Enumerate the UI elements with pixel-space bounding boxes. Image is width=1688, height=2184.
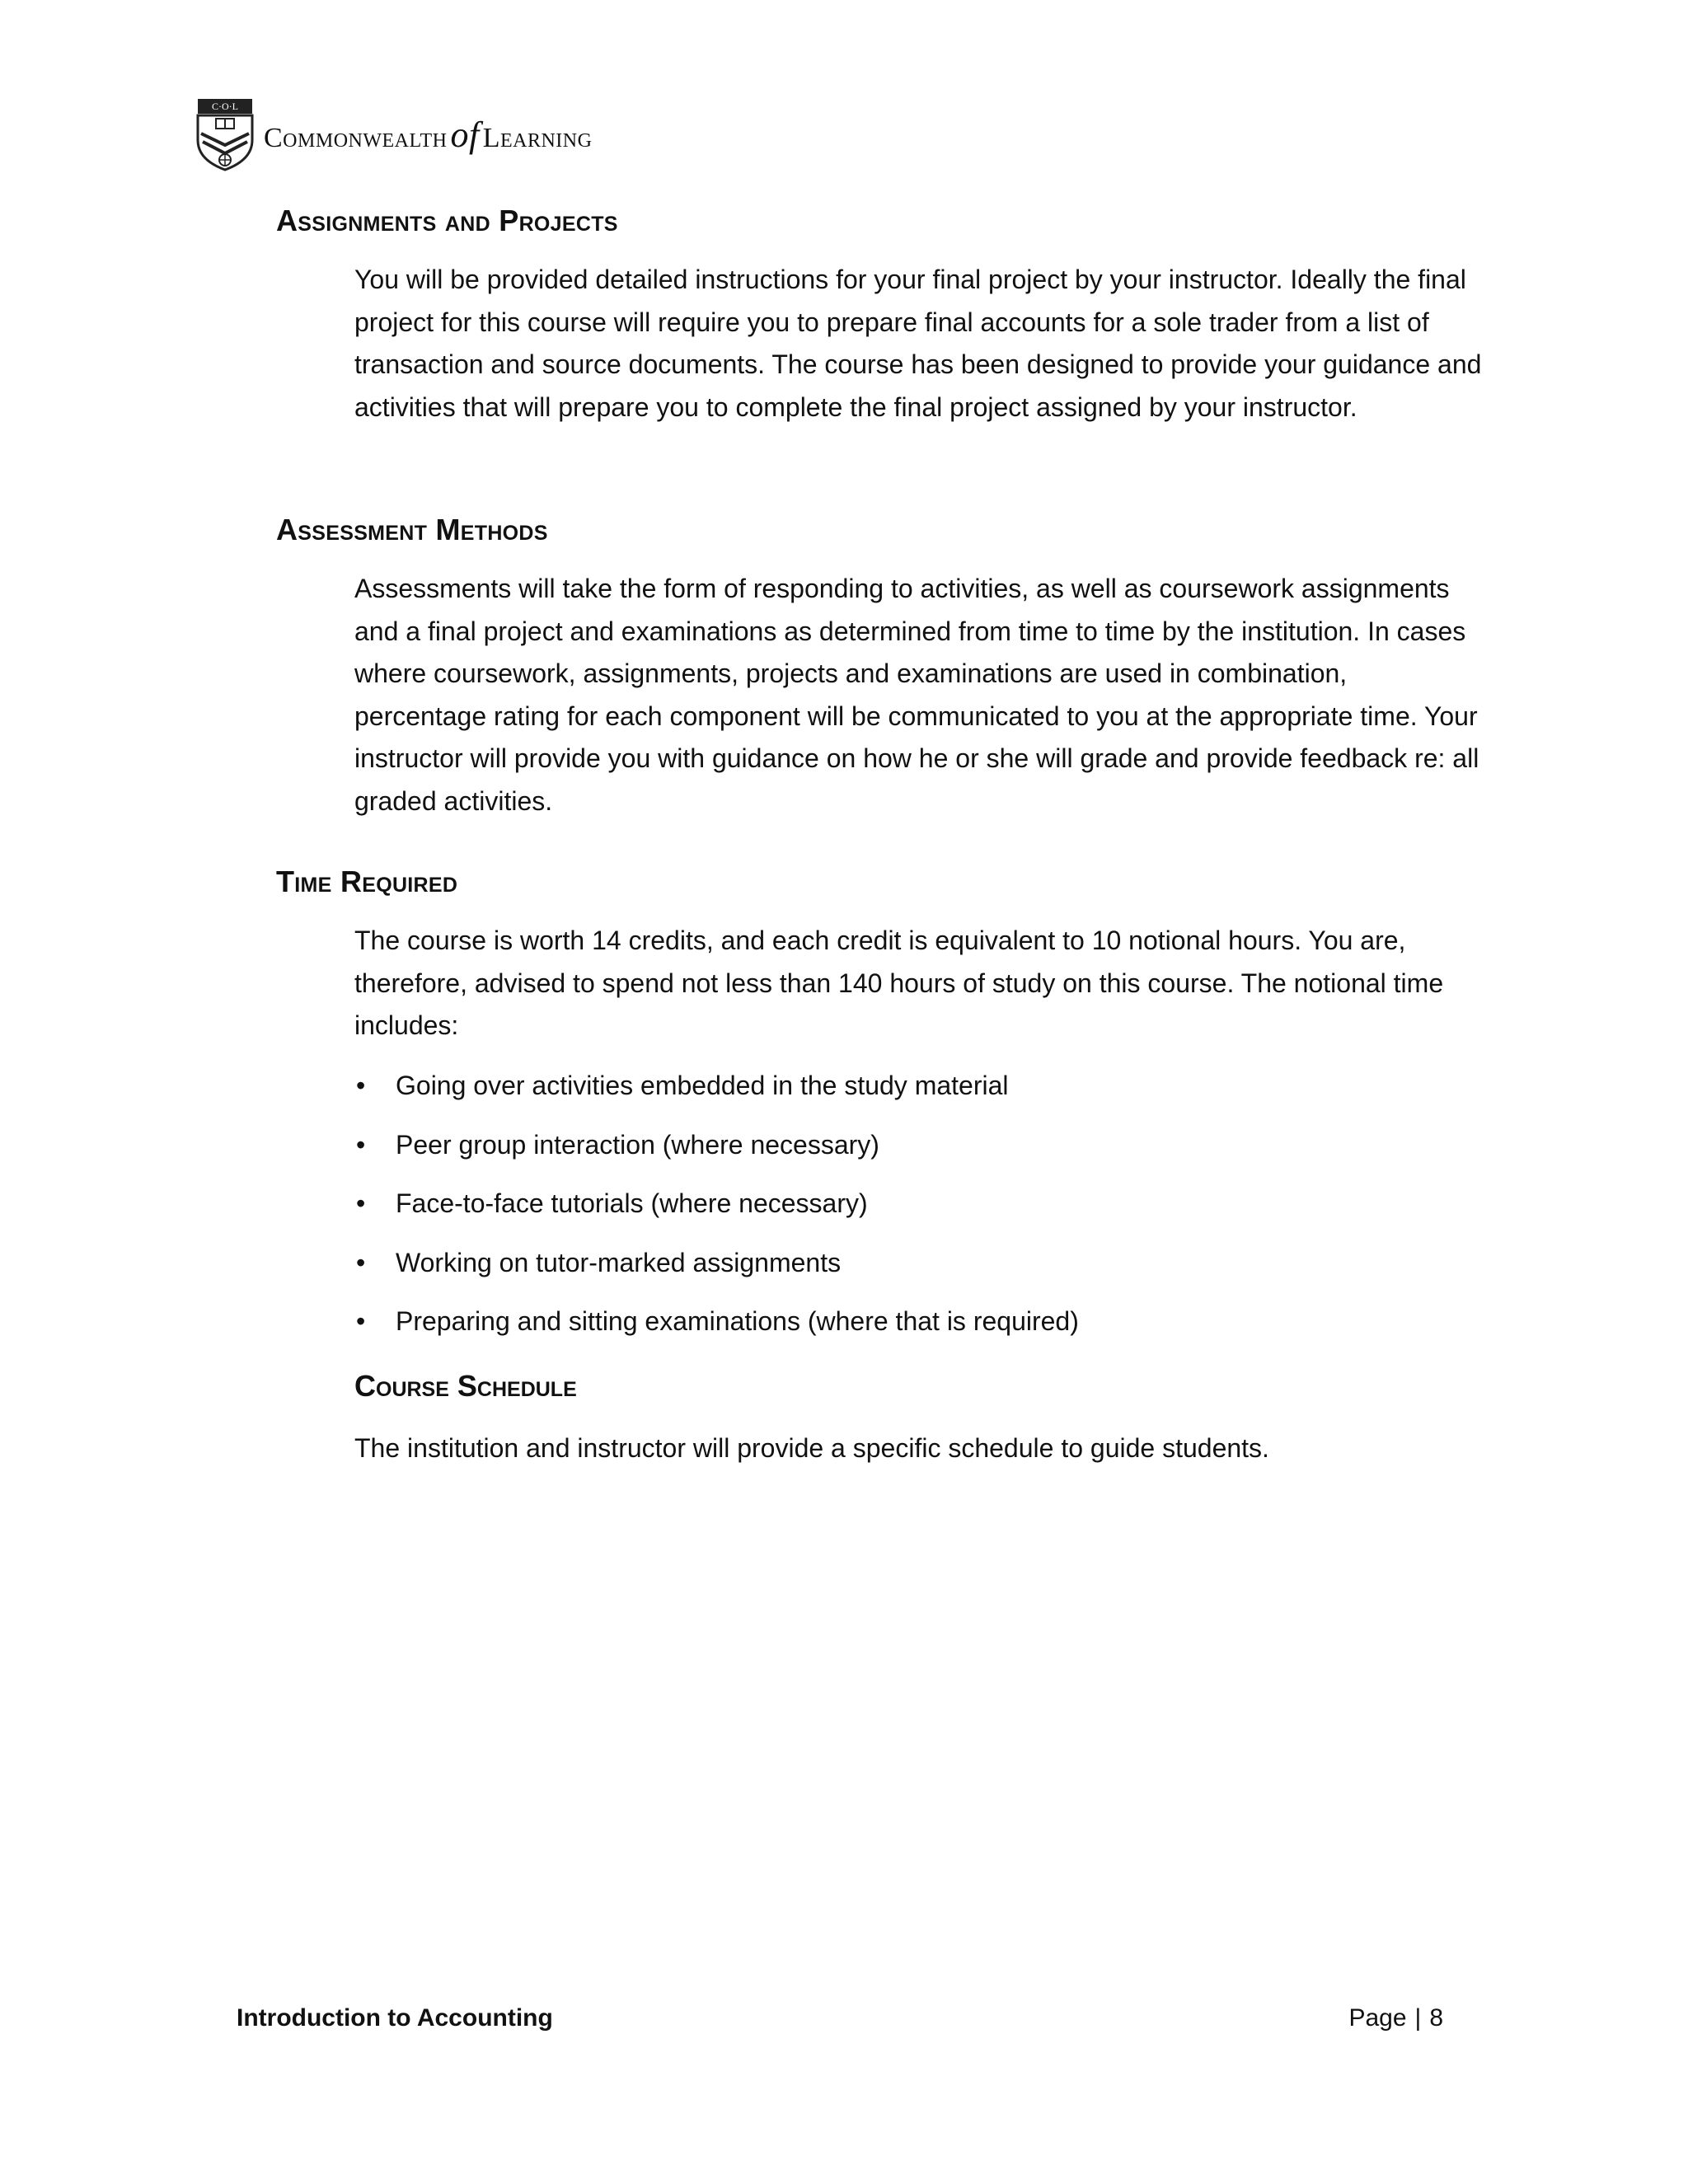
list-item-text: Preparing and sitting examinations (where that is required)	[396, 1306, 1079, 1336]
page-number: 8	[1429, 2004, 1443, 2032]
paragraph-course-schedule: The institution and instructor will provide a specific schedule to guide students.	[354, 1433, 1269, 1463]
list-item	[354, 1187, 1079, 1246]
logo-text-end: Learning	[482, 122, 593, 153]
page-label: Page	[1348, 2004, 1407, 2032]
heading-course-schedule: Course Schedule	[354, 1369, 577, 1403]
paragraph-assessment: Assessments will take the form of responding to activities, as well as coursework assignments and a final project and examinations as determined from time to time by the institution. In cases where coursework, assignments, projects and examinations are used in combination, percentage rating for each component will be communicated to you at the appropriate time. Your instructor will provide you with guidance on how he or she will grade and provide feedback re: all graded activities.	[354, 574, 1479, 816]
heading-assignments-projects: Assignments and Projects	[276, 204, 618, 237]
bullet-icon: •	[356, 1247, 366, 1277]
footer-course-title: Introduction to Accounting	[237, 2004, 553, 2032]
logo-text-main: Commonwealth	[264, 122, 448, 153]
page-separator: |	[1414, 2004, 1422, 2032]
col-emblem-icon	[196, 97, 254, 171]
list-item-text: Peer group interaction (where necessary)	[396, 1129, 879, 1160]
bullet-icon: •	[356, 1306, 366, 1336]
bullet-icon: •	[356, 1129, 366, 1160]
list-item-text: Face-to-face tutorials (where necessary)	[396, 1188, 868, 1218]
list-item	[354, 1069, 1079, 1128]
heading-assessment-methods: Assessment Methods	[276, 513, 548, 546]
emblem-letters: C·O·L	[212, 101, 238, 112]
bullet-icon: •	[356, 1188, 366, 1218]
footer-page-number	[1348, 2004, 1443, 2032]
paragraph-assignments: You will be provided detailed instructions for your final project by your instructor. Ideally the final project for this course will require you to prepare final accounts for a sole trader from a list of transaction and source documents. The course has been designed to provide your guidance and activities that will prepare you to complete the final project assigned by your instructor.	[354, 265, 1482, 422]
bullet-icon: •	[356, 1071, 366, 1100]
notional-time-list	[354, 1069, 1079, 1364]
list-item-text: Going over activities embedded in the study material	[396, 1071, 1009, 1100]
heading-time-required: Time Required	[276, 865, 458, 898]
paragraph-time-required: The course is worth 14 credits, and each credit is equivalent to 10 notional hours. You are, therefore, advised to spend not less than 140 hours of study on this course. The notional time includes:	[354, 926, 1444, 1040]
list-item	[354, 1246, 1079, 1305]
logo-text-of: of	[450, 114, 480, 155]
list-item-text: Working on tutor-marked assignments	[396, 1247, 842, 1277]
col-logo	[196, 97, 592, 171]
list-item	[354, 1128, 1079, 1188]
logo-wordmark	[264, 114, 592, 156]
list-item	[354, 1305, 1079, 1364]
